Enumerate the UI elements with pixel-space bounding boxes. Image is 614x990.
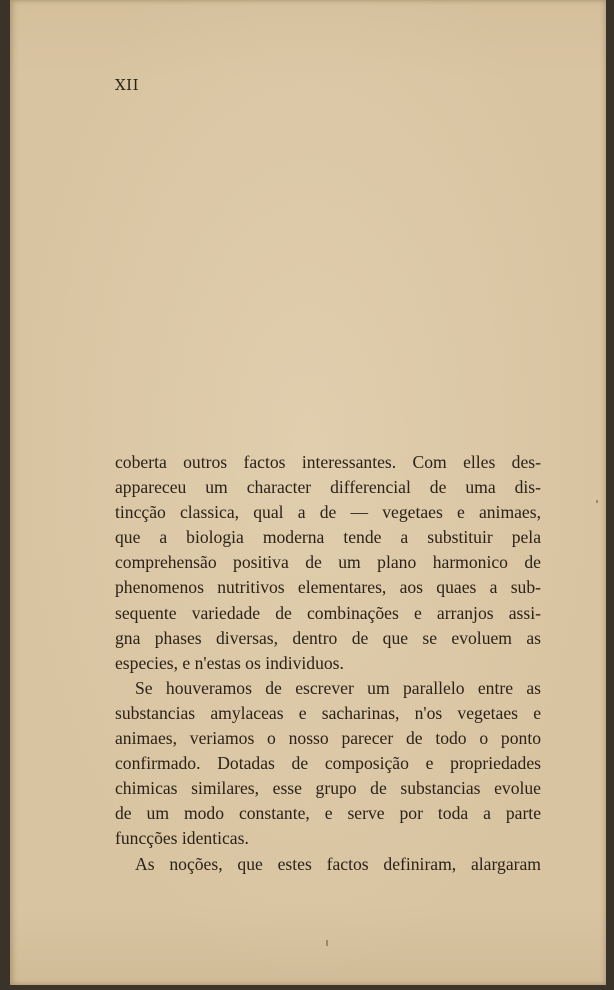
text-line: confirmado. Dotadas de composição e propriedades: [115, 753, 541, 774]
text-line: phenomenos nutritivos elementares, aos quaes a sub-: [115, 577, 541, 598]
body-text: [115, 450, 541, 877]
text-line: funcções identicas.: [115, 828, 249, 849]
text-line: Se houveramos de escrever um parallelo entre as: [135, 677, 541, 698]
text-line: coberta outros factos interessantes. Com elles des-: [115, 452, 541, 472]
text-line: que a biologia moderna tende a substituir pela: [115, 527, 541, 548]
text-line: especies, e n'estas os individuos.: [115, 652, 344, 673]
text-line: de um modo constante, e serve por toda a parte: [115, 803, 541, 824]
text-line: substancias amylaceas e sacharinas, n'os vegetaes e: [115, 702, 541, 723]
text-line: appareceu um character differencial de uma dis-: [115, 477, 541, 498]
paper-speck: [326, 940, 328, 946]
text-line: As noções, que estes factos definiram, alargaram: [135, 853, 541, 874]
book-page: [10, 0, 606, 985]
text-line: tincção classica, qual a de — vegetaes e animaes,: [115, 502, 541, 523]
text-line: sequente variedade de combinações e arranjos assi-: [115, 602, 541, 623]
text-line: gna phases diversas, dentro de que se evoluem as: [115, 627, 541, 648]
text-line: animaes, veriamos o nosso parecer de todo o ponto: [115, 728, 541, 749]
paper-speck: [596, 500, 598, 503]
page-number: XII: [115, 76, 140, 94]
text-line: comprehensão positiva de um plano harmonico de: [115, 552, 541, 573]
text-line: chimicas similares, esse grupo de substancias evolue: [115, 778, 541, 799]
